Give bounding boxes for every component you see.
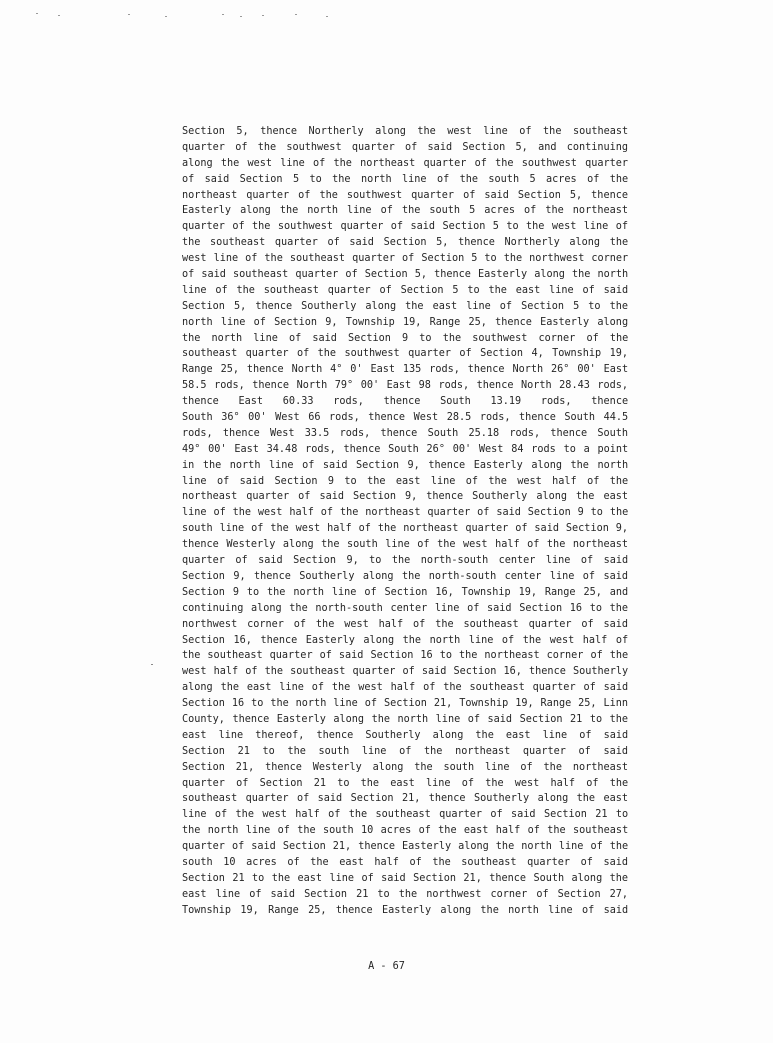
scan-speck [222,14,224,15]
text-line: the north line of the south 10 acres of the east half of the southeast [182,825,628,837]
text-line: line of the southeast quarter of Section 5 to the east line of said [182,284,628,296]
text-line: northwest corner of the west half of the southeast quarter of said [182,618,628,630]
text-line: South 36° 00' West 66 rods, thence West 28.5 rods, thence South 44.5 [182,412,628,424]
text-line: Section 5, thence Northerly along the west line of the southeast [182,126,628,137]
text-line: of said Section 5 to the north line of the south 5 acres of the [182,173,628,185]
text-line: Township 19, Range 25, thence Easterly along the north line of said [182,904,628,916]
text-line: line of said Section 9 to the east line of the west half of the [182,475,628,487]
text-line: thence East 60.33 rods, thence South 13.19 rods, thence [182,396,628,408]
text-line: quarter of said Section 9, to the north-south center line of said [182,555,628,567]
scan-artifacts [0,12,773,22]
text-line: the north line of said Section 9 to the southwest corner of the [182,332,628,344]
text-line: County, thence Easterly along the north line of said Section 21 to the [182,713,628,725]
text-line: along the east line of the west half of the southeast quarter of said [182,682,628,694]
scan-speck [128,14,130,15]
text-line: Easterly along the north line of the south 5 acres of the northeast [182,205,628,217]
text-line: Section 9, thence Southerly along the north-south center line of said [182,570,628,582]
text-line: Section 21 to the south line of the northeast quarter of said [182,745,628,757]
text-line: Section 16, thence Easterly along the north line of the west half of [182,634,628,646]
text-line: of said southeast quarter of Section 5, thence Easterly along the north [182,269,628,281]
scan-speck [326,16,328,17]
text-line: northeast quarter of said Section 9, thence Southerly along the east [182,491,628,503]
text-line: quarter of the southwest quarter of said Section 5 to the west line of [182,221,628,233]
text-line: north line of Section 9, Township 19, Range 25, thence Easterly along [182,316,628,328]
text-line: continuing along the north-south center line of said Section 16 to the [182,602,628,614]
text-line: quarter of said Section 21, thence Easterly along the north line of the [182,841,628,853]
text-line: thence Westerly along the south line of the west half of the northeast [182,539,628,551]
text-line: southeast quarter of the southwest quarter of Section 4, Township 19, [182,348,628,360]
scan-speck [295,14,297,15]
text-line: east line of said Section 21 to the northwest corner of Section 27, [182,888,628,900]
text-line: south line of the west half of the northeast quarter of said Section 9, [182,523,628,535]
text-line: in the north line of said Section 9, thence Easterly along the north [182,459,628,471]
text-line: the southeast quarter of said Section 5, thence Northerly along the [182,237,628,249]
scan-speck [262,15,264,16]
text-line: rods, thence West 33.5 rods, thence South 25.18 rods, thence South [182,427,628,439]
text-line: along the west line of the northeast quarter of the southwest quarter [182,157,628,169]
text-line: southeast quarter of said Section 21, thence Southerly along the east [182,793,628,805]
text-line: south 10 acres of the east half of the southeast quarter of said [182,856,628,868]
text-line: Section 21 to the east line of said Section 21, thence South along the [182,872,628,884]
text-line: quarter of the southwest quarter of said Section 5, and continuing [182,141,628,153]
page-number: A - 67 [368,961,405,972]
text-line: line of the west half of the northeast quarter of said Section 9 to the [182,507,628,519]
margin-mark [151,664,153,665]
text-line: west half of the southeast quarter of said Section 16, thence Southerly [182,666,628,678]
scan-speck [240,16,242,17]
text-line: 58.5 rods, thence North 79° 00' East 98 rods, thence North 28.43 rods, [182,380,628,392]
legal-description-text [182,124,628,919]
text-line: west line of the southeast quarter of Section 5 to the northwest corner [182,253,628,265]
text-line: Section 21, thence Westerly along the south line of the northeast [182,761,628,773]
scan-speck [36,13,38,14]
scan-speck [58,15,60,16]
text-line: line of the west half of the southeast quarter of said Section 21 to [182,809,628,821]
text-line: 49° 00' East 34.48 rods, thence South 26° 00' West 84 rods to a point [182,443,628,455]
text-line: Section 9 to the north line of Section 16, Township 19, Range 25, and [182,586,628,598]
text-line: quarter of Section 21 to the east line of the west half of the [182,777,628,789]
text-line: Section 5, thence Southerly along the east line of Section 5 to the [182,300,628,312]
text-line: east line thereof, thence Southerly along the east line of said [182,729,628,741]
scan-speck [165,16,167,17]
text-line: the southeast quarter of said Section 16 to the northeast corner of the [182,650,628,662]
text-line: Section 16 to the north line of Section 21, Township 19, Range 25, Linn [182,698,628,710]
text-line: northeast quarter of the southwest quarter of said Section 5, thence [182,189,628,201]
text-line: Range 25, thence North 4° 0' East 135 rods, thence North 26° 00' East [182,364,628,376]
